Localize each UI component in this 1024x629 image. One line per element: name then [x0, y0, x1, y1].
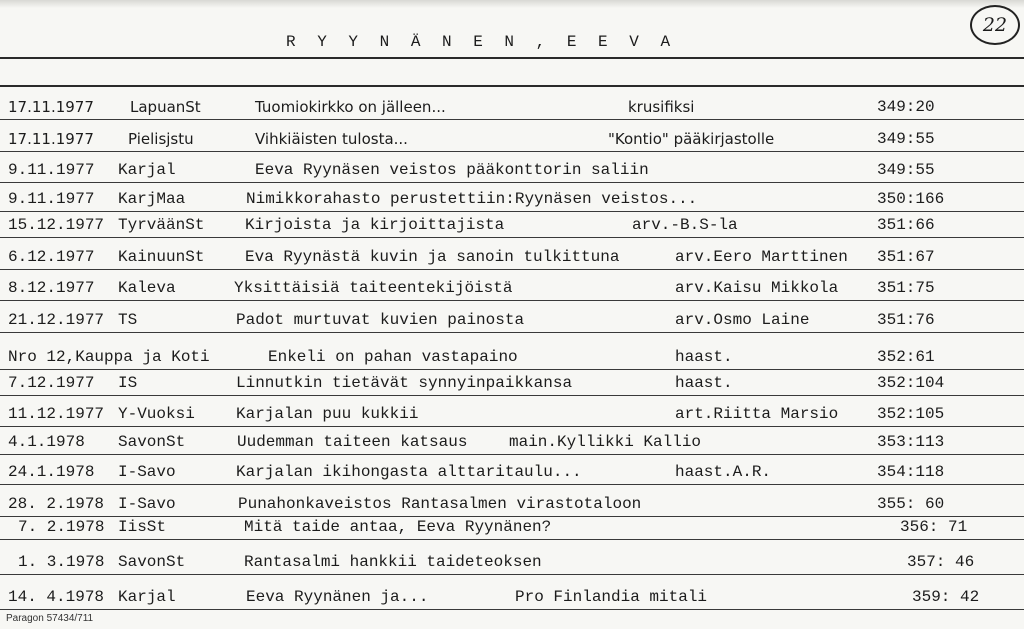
- ruled-line: [0, 426, 1024, 427]
- ruled-line: [0, 395, 1024, 396]
- entry-note: arv.Osmo Laine: [675, 311, 810, 329]
- entry-row: [0, 306, 1024, 332]
- ruled-line: [0, 269, 1024, 270]
- entry-title: Tuomiokirkko on jälleen...: [255, 98, 446, 116]
- ruled-line: [0, 454, 1024, 455]
- entry-note: Pro Finlandia mitali: [515, 588, 708, 606]
- entry-date: 4.1.1978: [8, 433, 85, 451]
- entry-source: I-Savo: [118, 495, 176, 513]
- entry-row: [0, 458, 1024, 484]
- entry-title: Nimikkorahasto perustettiin:Ryynäsen veistos...: [246, 190, 698, 208]
- entry-row: [0, 343, 1024, 369]
- entry-date: 6.12.1977: [8, 248, 95, 266]
- entry-title: Eeva Ryynänen ja...: [246, 588, 429, 606]
- entry-source: TyrväänSt: [118, 216, 205, 234]
- entry-row: [0, 274, 1024, 300]
- entry-source: Y-Vuoksi: [118, 405, 195, 423]
- entry-row: [0, 243, 1024, 269]
- entry-row: [0, 156, 1024, 182]
- entry-date: 17.11.1977: [8, 130, 94, 148]
- entry-note: arv.Eero Marttinen: [675, 248, 848, 266]
- entry-source: KarjMaa: [118, 190, 186, 208]
- entry-source: IisSt: [118, 518, 167, 536]
- entry-ref: 350:166: [877, 190, 945, 208]
- entry-ref: 351:75: [877, 279, 935, 297]
- entry-title: Yksittäisiä taiteentekijöistä: [234, 279, 513, 297]
- entry-source: SavonSt: [118, 553, 186, 571]
- entry-date: 28. 2.1978: [8, 495, 105, 513]
- entry-title: Linnutkin tietävät synnyinpaikkansa: [236, 374, 573, 392]
- entry-source: Karjal: [118, 588, 176, 606]
- entry-date: 7. 2.1978: [18, 518, 105, 536]
- entry-row: [0, 211, 1024, 237]
- card-footer: Paragon 57434/711: [6, 613, 94, 624]
- entry-row: [0, 548, 1024, 574]
- card-title: R Y Y N Ä N E N , E E V A: [286, 33, 677, 51]
- entry-row: [0, 513, 1024, 539]
- entry-ref: 355: 60: [877, 495, 945, 513]
- header-rule-bottom: [0, 85, 1024, 87]
- entry-date: 8.12.1977: [8, 279, 95, 297]
- entry-date: 24.1.1978: [8, 463, 95, 481]
- ruled-line: [0, 574, 1024, 575]
- entry-title: Enkeli on pahan vastapaino: [268, 348, 518, 366]
- entry-title: Kirjoista ja kirjoittajista: [245, 216, 505, 234]
- entry-source: TS: [118, 311, 138, 329]
- entry-source: KainuunSt: [118, 248, 205, 266]
- entry-title: Karjalan ikihongasta alttaritaulu...: [236, 463, 582, 481]
- entry-row: [0, 369, 1024, 395]
- entry-ref: 359: 42: [912, 588, 980, 606]
- entry-row: [0, 583, 1024, 609]
- entry-title: Mitä taide antaa, Eeva Ryynänen?: [244, 518, 552, 536]
- entry-date: 1. 3.1978: [18, 553, 105, 571]
- ruled-line: [0, 332, 1024, 333]
- ruled-line: [0, 237, 1024, 238]
- ruled-line: [0, 151, 1024, 152]
- entry-date: 9.11.1977: [8, 190, 95, 208]
- entry-title: Punahonkaveistos Rantasalmen virastotaloon: [238, 495, 642, 513]
- entry-source: Karjal: [118, 161, 176, 179]
- entry-ref: 357: 46: [907, 553, 975, 571]
- entry-date: 21.12.1977: [8, 311, 105, 329]
- entry-source: Pielisjstu: [128, 130, 194, 148]
- entry-title: Padot murtuvat kuvien painosta: [236, 311, 525, 329]
- entry-date: 11.12.1977: [8, 405, 105, 423]
- entry-ref: 349:55: [877, 161, 935, 179]
- entry-date: 9.11.1977: [8, 161, 95, 179]
- entry-note: main.Kyllikki Kallio: [509, 433, 702, 451]
- entry-row: [0, 185, 1024, 211]
- header-rule-top: [0, 57, 1024, 59]
- entry-note: haast.A.R.: [675, 463, 772, 481]
- entry-title: Uudemman taiteen katsaus: [237, 433, 468, 451]
- ruled-line: [0, 119, 1024, 120]
- entry-ref: 351:67: [877, 248, 935, 266]
- entry-title: Eeva Ryynäsen veistos pääkonttorin saliin: [255, 161, 649, 179]
- scan-top-edge: [0, 0, 1024, 8]
- entry-source: LapuanSt: [130, 98, 201, 116]
- ruled-line: [0, 182, 1024, 183]
- entry-ref: 351:76: [877, 311, 935, 329]
- entry-date: 7.12.1977: [8, 374, 95, 392]
- entry-title: Karjalan puu kukkii: [236, 405, 419, 423]
- entry-ref: 353:113: [877, 433, 945, 451]
- ruled-line: [0, 539, 1024, 540]
- entry-note: krusifiksi: [628, 98, 695, 116]
- entry-source: IS: [118, 374, 138, 392]
- entry-title: Vihkiäisten tulosta...: [255, 130, 408, 148]
- ruled-line: [0, 609, 1024, 610]
- entry-ref: 352:105: [877, 405, 945, 423]
- entry-row: [0, 400, 1024, 426]
- entry-source: Kaleva: [118, 279, 176, 297]
- entry-date: 17.11.1977: [8, 98, 94, 116]
- entry-note: haast.: [675, 374, 733, 392]
- entry-note: arv.-B.S-la: [632, 216, 738, 234]
- entry-date: 14. 4.1978: [8, 588, 105, 606]
- entry-title: Rantasalmi hankkii taideteoksen: [244, 553, 542, 571]
- entry-source: I-Savo: [118, 463, 176, 481]
- ruled-line: [0, 300, 1024, 301]
- ruled-line: [0, 484, 1024, 485]
- entry-ref: 356: 71: [900, 518, 968, 536]
- entry-ref: 349:55: [877, 130, 935, 148]
- entry-ref: 352:104: [877, 374, 945, 392]
- entry-ref: 351:66: [877, 216, 935, 234]
- entry-note: "Kontio" pääkirjastolle: [608, 130, 775, 148]
- entry-title: Eva Ryynästä kuvin ja sanoin tulkittuna: [245, 248, 620, 266]
- entry-note: arv.Kaisu Mikkola: [675, 279, 839, 297]
- entry-row: [0, 125, 1024, 151]
- entry-ref: 354:118: [877, 463, 945, 481]
- entry-date: Nro 12,Kauppa ja Koti: [8, 348, 210, 366]
- entry-row: [0, 428, 1024, 454]
- entry-row: [0, 93, 1024, 119]
- entry-date: 15.12.1977: [8, 216, 105, 234]
- entry-ref: 349:20: [877, 98, 935, 116]
- entry-ref: 352:61: [877, 348, 935, 366]
- card-number: 22: [970, 5, 1020, 45]
- entry-note: haast.: [675, 348, 733, 366]
- entry-note: art.Riitta Marsio: [675, 405, 839, 423]
- entry-source: SavonSt: [118, 433, 186, 451]
